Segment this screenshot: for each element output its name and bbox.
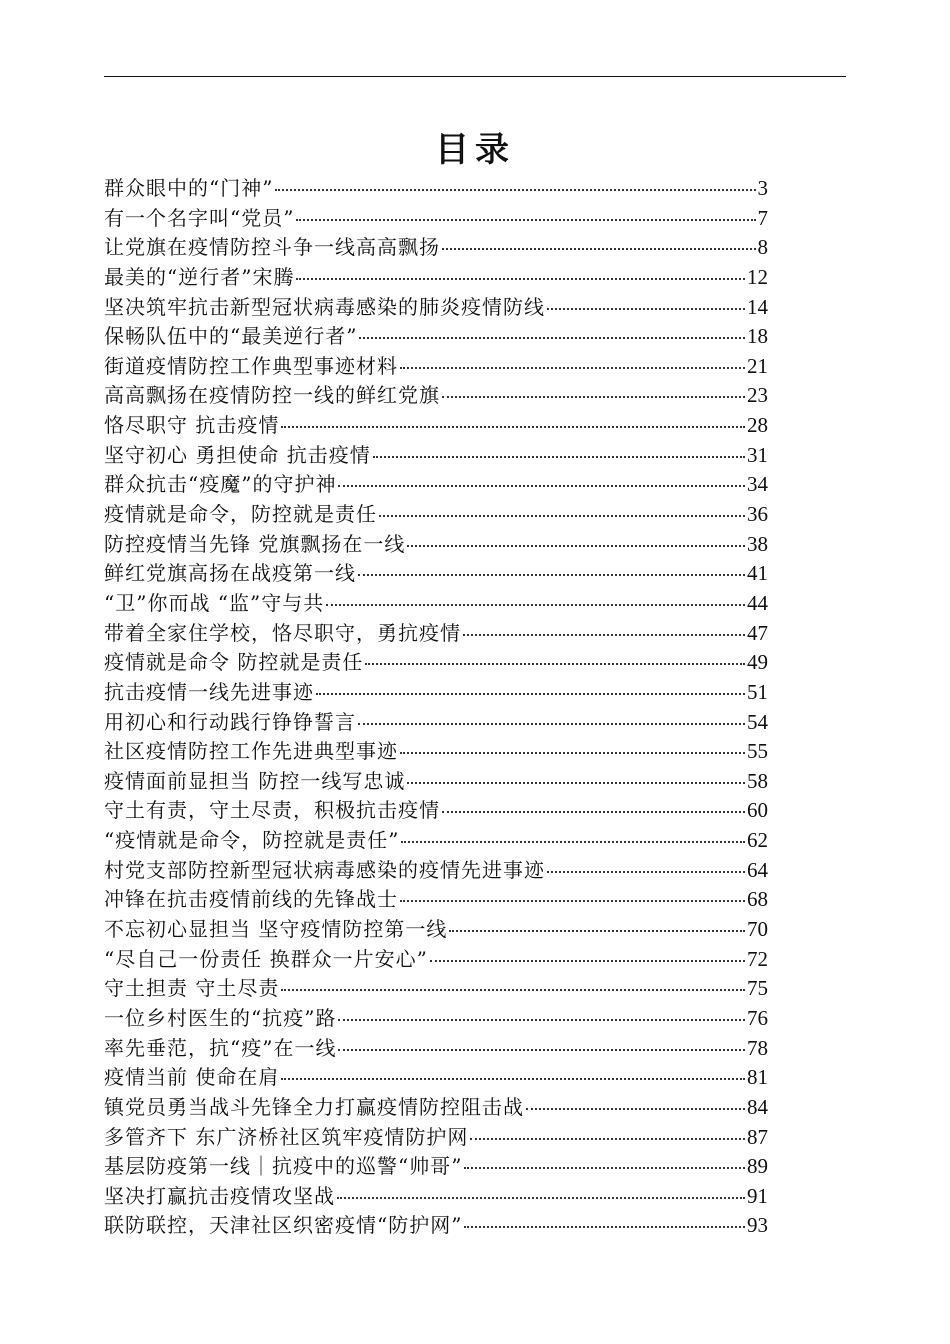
toc-entry[interactable]: [104, 441, 768, 471]
toc-entry[interactable]: [104, 174, 768, 204]
toc-entry[interactable]: [104, 263, 768, 293]
toc-page-number: 28: [747, 413, 768, 438]
toc-entry[interactable]: [104, 530, 768, 560]
toc-page-number: 3: [757, 176, 768, 200]
toc-page-number: 89: [747, 1154, 768, 1179]
toc-dot-leader: [430, 959, 745, 962]
toc-entry[interactable]: [104, 381, 768, 411]
toc-entry-title: “疫情就是命令，防控就是责任”: [104, 828, 400, 853]
toc-entry-title: 恪尽职守 抗击疫情: [104, 413, 280, 438]
toc-entry[interactable]: [104, 619, 768, 649]
toc-dot-leader: [526, 1107, 745, 1110]
toc-entry[interactable]: [104, 915, 768, 945]
toc-page-number: 76: [747, 1005, 768, 1030]
toc-entry[interactable]: [104, 1063, 768, 1093]
toc-entry-title: 社区疫情防控工作先进典型事迹: [104, 739, 398, 764]
toc-entry-title: 疫情就是命令 防控就是责任: [104, 650, 364, 675]
toc-entry-title: 联防联控，天津社区织密疫情“防护网”: [104, 1213, 463, 1238]
toc-entry[interactable]: [104, 559, 768, 589]
toc-entry-title: 带着全家住学校，恪尽职守，勇抗疫情: [104, 620, 461, 645]
toc-list: [104, 174, 768, 1241]
toc-page-number: 51: [747, 679, 768, 704]
toc-dot-leader: [401, 840, 745, 843]
toc-entry-title: 村党支部防控新型冠状病毒感染的疫情先进事迹: [104, 857, 545, 882]
toc-entry-title: 守土有责，守土尽责，积极抗击疫情: [104, 798, 440, 823]
toc-entry-title: 疫情当前 使命在肩: [104, 1065, 280, 1090]
toc-dot-leader: [464, 1166, 745, 1169]
toc-entry[interactable]: [104, 1211, 768, 1241]
toc-dot-leader: [464, 1225, 745, 1228]
toc-entry-title: 镇党员勇当战斗先锋全力打赢疫情防控阻击战: [104, 1094, 524, 1119]
toc-entry[interactable]: [104, 1004, 768, 1034]
toc-dot-leader: [296, 218, 755, 221]
toc-entry-title: 基层防疫第一线｜抗疫中的巡警“帅哥”: [104, 1154, 463, 1179]
toc-page-number: 38: [747, 531, 768, 556]
toc-page-number: 23: [747, 383, 768, 408]
toc-entry-title: 让党旗在疫情防控斗争一线高高飘扬: [104, 235, 440, 260]
toc-entry[interactable]: [104, 293, 768, 323]
toc-page-number: 21: [747, 353, 768, 378]
toc-entry-title: 不忘初心显担当 坚守疫情防控第一线: [104, 917, 448, 942]
toc-dot-leader: [463, 633, 745, 636]
toc-entry[interactable]: [104, 233, 768, 263]
toc-entry[interactable]: [104, 1182, 768, 1212]
toc-page-number: 78: [747, 1035, 768, 1060]
toc-dot-leader: [365, 662, 745, 665]
toc-dot-leader: [358, 722, 745, 725]
toc-entry[interactable]: [104, 708, 768, 738]
toc-entry-title: 坚决打赢抗击疫情攻坚战: [104, 1183, 335, 1208]
toc-entry-title: 抗击疫情一线先进事迹: [104, 679, 314, 704]
toc-dot-leader: [281, 1077, 745, 1080]
toc-entry-title: 用初心和行动践行铮铮誓言: [104, 709, 356, 734]
toc-page-number: 60: [747, 798, 768, 823]
toc-page-number: 12: [747, 264, 768, 289]
toc-dot-leader: [442, 395, 745, 398]
toc-entry[interactable]: [104, 589, 768, 619]
toc-dot-leader: [337, 1196, 745, 1199]
toc-entry[interactable]: [104, 352, 768, 382]
toc-entry-title: 一位乡村医生的“抗疫”路: [104, 1005, 337, 1030]
toc-title: 目录: [435, 130, 515, 170]
toc-dot-leader: [326, 603, 745, 606]
toc-dot-leader: [359, 336, 745, 339]
toc-dot-leader: [379, 514, 745, 517]
toc-page-number: 72: [747, 946, 768, 971]
toc-entry[interactable]: [104, 678, 768, 708]
toc-dot-leader: [547, 870, 745, 873]
toc-entry[interactable]: [104, 648, 768, 678]
toc-page-number: 64: [747, 857, 768, 882]
toc-page-number: 7: [757, 205, 768, 230]
toc-entry[interactable]: [104, 885, 768, 915]
toc-entry[interactable]: [104, 470, 768, 500]
toc-dot-leader: [547, 307, 745, 310]
toc-entry[interactable]: [104, 322, 768, 352]
toc-page-number: 75: [747, 976, 768, 1001]
toc-entry[interactable]: [104, 204, 768, 234]
toc-dot-leader: [358, 573, 745, 576]
toc-page-number: 31: [747, 442, 768, 467]
toc-entry[interactable]: [104, 500, 768, 530]
toc-dot-leader: [338, 484, 745, 487]
toc-entry-title: 坚守初心 勇担使命 抗击疫情: [104, 442, 371, 467]
toc-entry-title: 保畅队伍中的“最美逆行者”: [104, 324, 358, 349]
toc-entry-title: 坚决筑牢抗击新型冠状病毒感染的肺炎疫情防线: [104, 294, 545, 319]
toc-page-number: 93: [747, 1213, 768, 1238]
toc-page-number: 54: [747, 709, 768, 734]
toc-page-number: 81: [747, 1065, 768, 1090]
toc-dot-leader: [373, 455, 745, 458]
toc-dot-leader: [449, 929, 745, 932]
toc-page-number: 91: [747, 1183, 768, 1208]
toc-entry-title: 最美的“逆行者”宋腾: [104, 264, 295, 289]
toc-entry-title: 疫情面前显担当 防控一线写忠诚: [104, 768, 406, 793]
toc-entry[interactable]: [104, 1034, 768, 1064]
toc-dot-leader: [400, 751, 745, 754]
toc-dot-leader: [281, 425, 745, 428]
toc-entry[interactable]: [104, 796, 768, 826]
toc-dot-leader: [400, 366, 745, 369]
toc-entry-title: 冲锋在抗击疫情前线的先锋战士: [104, 887, 398, 912]
toc-page-number: 44: [747, 590, 768, 615]
toc-entry-title: 鲜红党旗高扬在战疫第一线: [104, 561, 356, 586]
toc-entry[interactable]: [104, 826, 768, 856]
toc-entry[interactable]: [104, 1093, 768, 1123]
toc-page-number: 14: [747, 294, 768, 319]
toc-dot-leader: [338, 1018, 745, 1021]
toc-dot-leader: [338, 1048, 745, 1051]
toc-page-number: 84: [747, 1094, 768, 1119]
toc-entry[interactable]: [104, 767, 768, 797]
toc-page-number: 47: [747, 620, 768, 645]
toc-entry[interactable]: [104, 974, 768, 1004]
toc-dot-leader: [407, 544, 745, 547]
header-rule: [104, 76, 846, 77]
toc-entry[interactable]: [104, 411, 768, 441]
toc-entry-title: 守土担责 守土尽责: [104, 976, 280, 1001]
toc-dot-leader: [275, 188, 755, 191]
toc-page-number: 18: [747, 324, 768, 349]
toc-page-number: 34: [747, 472, 768, 497]
toc-page-number: 58: [747, 768, 768, 793]
toc-page-number: 70: [747, 917, 768, 942]
toc-entry-title: 群众抗击“疫魔”的守护神: [104, 472, 337, 497]
toc-entry[interactable]: [104, 1152, 768, 1182]
toc-dot-leader: [281, 988, 745, 991]
toc-dot-leader: [400, 899, 745, 902]
toc-entry-title: 街道疫情防控工作典型事迹材料: [104, 353, 398, 378]
toc-page-number: 49: [747, 650, 768, 675]
toc-page-number: 41: [747, 561, 768, 586]
toc-dot-leader: [296, 277, 745, 280]
toc-dot-leader: [442, 247, 756, 250]
toc-page-number: 87: [747, 1124, 768, 1149]
toc-entry-title: 防控疫情当先锋 党旗飘扬在一线: [104, 531, 406, 556]
toc-entry[interactable]: [104, 856, 768, 886]
toc-entry-title: “卫”你而战 “监”守与共: [104, 590, 325, 615]
toc-page-number: 8: [757, 235, 768, 260]
toc-entry-title: 多管齐下 东广济桥社区筑牢疫情防护网: [104, 1124, 469, 1149]
toc-page-number: 36: [747, 502, 768, 527]
toc-entry-title: 率先垂范，抗“疫”在一线: [104, 1035, 337, 1060]
toc-dot-leader: [407, 781, 745, 784]
toc-entry[interactable]: [104, 737, 768, 767]
toc-page-number: 55: [747, 739, 768, 764]
toc-entry-title: “尽自己一份责任 换群众一片安心”: [104, 946, 428, 971]
toc-entry-title: 高高飘扬在疫情防控一线的鲜红党旗: [104, 383, 440, 408]
toc-page-number: 62: [747, 828, 768, 853]
toc-entry[interactable]: [104, 945, 768, 975]
toc-entry[interactable]: [104, 1123, 768, 1153]
toc-entry-title: 有一个名字叫“党员”: [104, 205, 295, 230]
toc-page-number: 68: [747, 887, 768, 912]
toc-dot-leader: [442, 810, 745, 813]
toc-dot-leader: [470, 1137, 745, 1140]
toc-entry-title: 群众眼中的“门神”: [104, 176, 274, 200]
toc-dot-leader: [316, 692, 745, 695]
toc-entry-title: 疫情就是命令，防控就是责任: [104, 502, 377, 527]
